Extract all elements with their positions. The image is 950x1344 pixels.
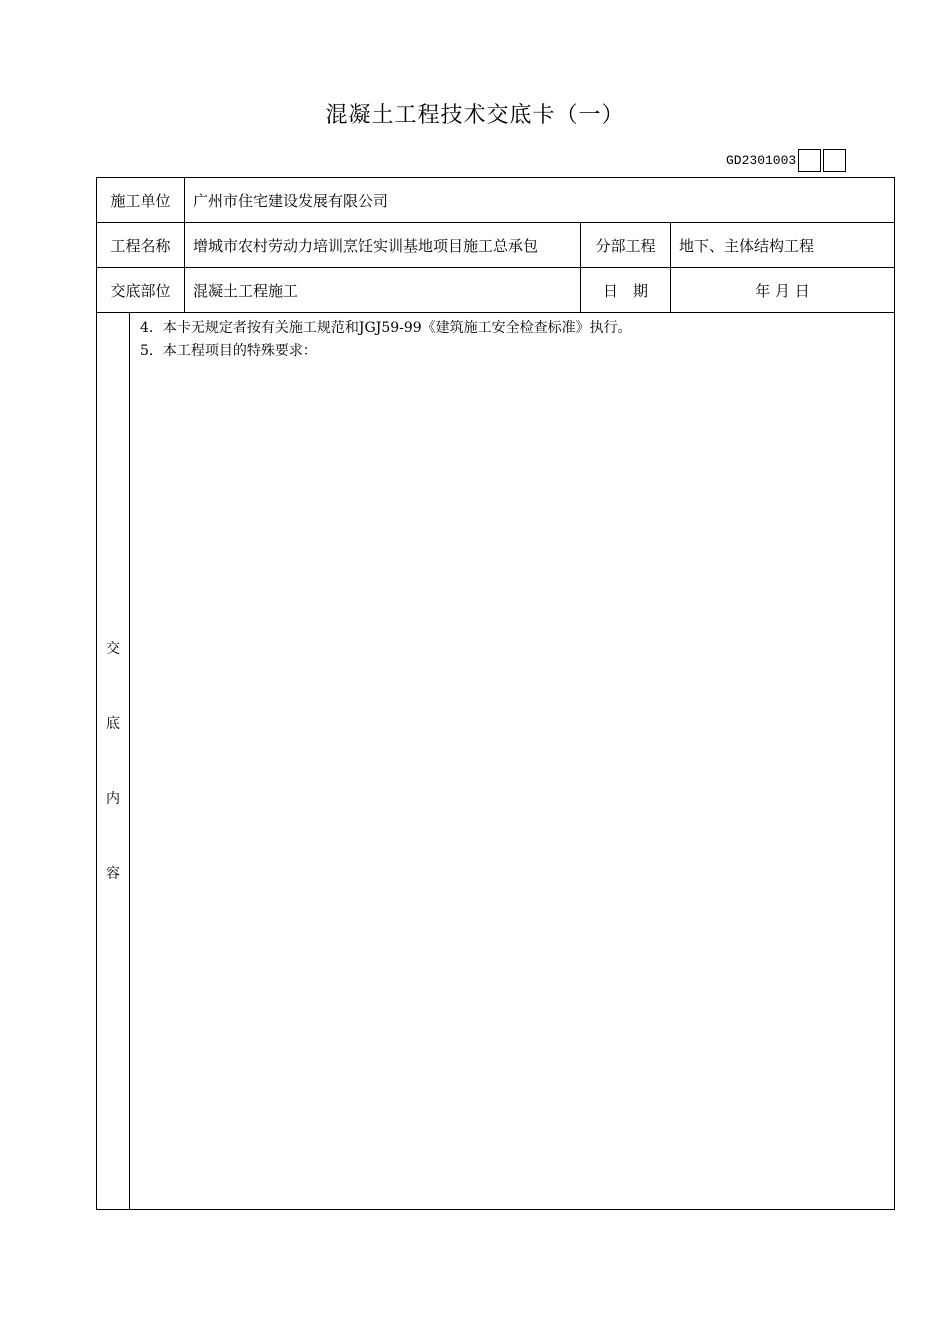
disclosure-part-value: 混凝土工程施工 <box>185 268 581 313</box>
table-row <box>97 313 895 1210</box>
content-label-char: 内 <box>106 791 120 807</box>
disclosure-content <box>130 313 895 1210</box>
content-vertical-label <box>97 313 130 1210</box>
project-name-value: 增城市农村劳动力培训烹饪实训基地项目施工总承包 <box>185 223 581 268</box>
sub-project-value: 地下、主体结构工程 <box>671 223 895 268</box>
content-label-char: 容 <box>106 866 120 882</box>
document-title: 混凝土工程技术交底卡（一） <box>325 103 625 128</box>
table-row <box>97 178 895 223</box>
document-code-text: GD2301003 <box>726 152 797 168</box>
sub-project-label: 分部工程 <box>581 223 671 268</box>
disclosure-part-label: 交底部位 <box>97 268 185 313</box>
code-box-1 <box>798 149 821 172</box>
date-value: 年 月 日 <box>671 268 895 313</box>
construction-unit-label: 施工单位 <box>97 178 185 223</box>
code-box-2 <box>823 149 846 172</box>
construction-unit-value: 广州市住宅建设发展有限公司 <box>185 178 895 223</box>
content-line: 5．本工程项目的特殊要求： <box>140 343 317 359</box>
content-line: 4．本卡无规定者按有关施工规范和JGJ59-99《建筑施工安全检查标准》执行。 <box>140 320 632 336</box>
date-label: 日 期 <box>581 268 671 313</box>
disclosure-table <box>96 177 895 1210</box>
table-row <box>97 268 895 313</box>
content-label-char: 底 <box>106 716 120 732</box>
project-name-label: 工程名称 <box>97 223 185 268</box>
document-code <box>726 148 846 172</box>
content-label-char: 交 <box>106 641 120 657</box>
table-row <box>97 223 895 268</box>
